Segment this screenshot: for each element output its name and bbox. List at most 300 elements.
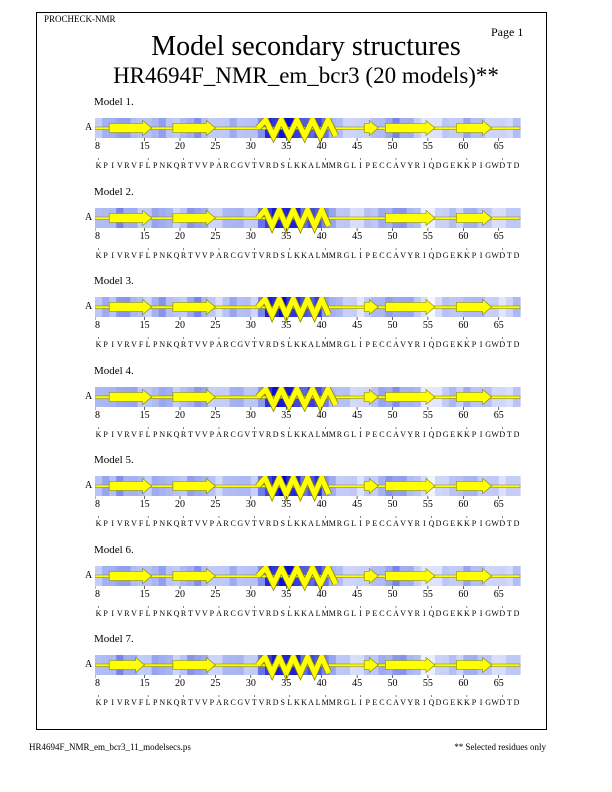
tick-label: 50: [387, 588, 398, 600]
sequence-residue: I: [479, 698, 483, 707]
sequence-residue: V: [194, 608, 201, 618]
sequence-residue: L: [315, 698, 321, 707]
sequence-residue: L: [287, 429, 293, 439]
sequence-residue: Y: [407, 519, 414, 528]
sequence-residue: V: [258, 519, 265, 528]
tick-label: 45: [352, 141, 363, 152]
tick-label: 25: [210, 409, 221, 421]
sequence-residue: W: [491, 519, 499, 528]
sequence-residue: F: [138, 250, 144, 260]
sequence-residue: R: [414, 608, 420, 618]
chain-label: A: [85, 390, 93, 402]
sequence-residue: P: [365, 608, 370, 618]
sequence-residue: D: [272, 698, 279, 707]
sequence-residue: D: [272, 429, 279, 439]
sequence-residue: R: [180, 608, 187, 618]
sequence-residue: V: [116, 698, 123, 707]
sequence-residue: L: [315, 608, 321, 618]
sequence-residue: G: [442, 608, 449, 618]
secondary-structure-track: [95, 208, 524, 270]
sequence-residue: N: [159, 340, 166, 349]
sequence-residue: I: [479, 340, 483, 349]
sequence-residue: T: [506, 608, 512, 618]
sequence-residue: R: [124, 698, 130, 707]
tick-label: 8: [95, 678, 100, 689]
chain-label: A: [85, 211, 93, 223]
tick-label: 60: [458, 141, 469, 152]
sequence-residue: V: [116, 519, 123, 528]
tick-label: 40: [316, 409, 327, 421]
sequence-residue: I: [111, 340, 115, 349]
sequence-residue: A: [216, 250, 222, 260]
sequence-residue: V: [400, 519, 407, 528]
chain-label: A: [85, 480, 93, 491]
sequence-residue: R: [124, 429, 130, 439]
tick-label: 35: [281, 141, 292, 152]
sequence-residue: V: [131, 250, 137, 260]
sequence-residue: R: [265, 429, 272, 439]
sequence-residue: V: [116, 340, 123, 349]
sequence-residue: C: [230, 698, 236, 707]
sequence-residue: R: [265, 698, 272, 707]
sequence-residue: Q: [428, 161, 435, 170]
sequence-residue: Q: [173, 519, 180, 528]
sequence-residue: D: [435, 340, 442, 349]
sequence-residue: A: [393, 340, 399, 349]
sequence-residue: V: [400, 608, 407, 618]
sequence-residue: L: [287, 340, 293, 349]
sequence-residue: K: [95, 608, 102, 618]
sequence-residue: Q: [428, 519, 435, 528]
sequence-residue: I: [479, 608, 483, 618]
sequence-residue: D: [272, 340, 279, 349]
tick-label: 55: [422, 588, 433, 600]
sequence-residue: K: [301, 608, 307, 618]
sequence-residue: W: [491, 608, 499, 618]
sequence-residue: K: [463, 250, 470, 260]
tick-label: 60: [458, 230, 469, 242]
sequence-residue: I: [423, 340, 426, 349]
sequence-residue: M: [321, 608, 329, 618]
sequence-residue: K: [95, 519, 102, 528]
secondary-structure-track: [95, 297, 524, 359]
sequence-residue: G: [343, 429, 350, 439]
sequence-residue: E: [372, 519, 378, 528]
sequence-residue: C: [386, 698, 392, 707]
sequence-residue: V: [258, 608, 265, 618]
model-label: Model 5.: [94, 454, 134, 466]
sequence-residue: I: [359, 250, 362, 260]
sequence-residue: T: [506, 161, 512, 170]
sequence-residue: R: [180, 340, 187, 349]
sequence-residue: V: [244, 429, 251, 439]
sequence-residue: G: [442, 340, 449, 349]
sequence-residue: G: [237, 519, 244, 528]
tick-label: 45: [352, 409, 363, 421]
footer-filename: HR4694F_NMR_em_bcr3_11_modelsecs.ps: [29, 742, 191, 752]
sequence-residue: M: [321, 429, 329, 439]
tick-label: 20: [175, 588, 185, 600]
tick-label: 30: [245, 230, 256, 242]
sequence-residue: S: [280, 608, 285, 618]
sequence-residue: L: [351, 250, 356, 260]
sequence-residue: D: [435, 429, 442, 439]
sequence-residue: C: [386, 250, 392, 260]
chain-label: A: [85, 569, 93, 581]
secondary-structure-track: [95, 476, 524, 538]
sequence-residue: D: [513, 429, 520, 439]
tick-label: 50: [387, 409, 398, 421]
sequence-residue: V: [201, 519, 208, 528]
sequence-residue: L: [351, 340, 356, 349]
sequence-residue: R: [336, 698, 343, 707]
sequence-residue: A: [216, 519, 222, 528]
sequence-residue: R: [414, 429, 420, 439]
sequence-residue: G: [485, 429, 492, 439]
sequence-residue: P: [471, 250, 477, 260]
sequence-residue: R: [336, 429, 343, 439]
sequence-residue: Y: [407, 340, 414, 349]
sequence-residue: V: [244, 250, 251, 260]
sequence-residue: Q: [173, 340, 180, 349]
tick-label: 8: [95, 499, 100, 510]
sequence-residue: I: [423, 519, 426, 528]
sequence-residue: L: [351, 608, 356, 618]
sequence-residue: K: [95, 340, 102, 349]
sequence-residue: Y: [407, 250, 414, 260]
sequence-residue: C: [230, 519, 236, 528]
sequence-residue: F: [138, 429, 144, 439]
tick-label: 30: [245, 588, 256, 600]
sequence-residue: D: [513, 698, 520, 707]
tick-label: 25: [210, 499, 221, 510]
tick-label: 15: [139, 409, 150, 421]
sequence-residue: P: [209, 698, 215, 707]
tick-label: 40: [316, 230, 327, 242]
sequence-residue: R: [223, 340, 229, 349]
sequence-residue: A: [393, 250, 399, 260]
sequence-residue: R: [414, 340, 420, 349]
tick-label: 55: [422, 409, 433, 421]
sequence-residue: P: [471, 698, 477, 707]
sequence-residue: L: [145, 608, 151, 618]
sequence-residue: K: [293, 429, 300, 439]
sequence-residue: S: [280, 161, 285, 170]
sequence-residue: K: [95, 161, 102, 170]
model-label: Model 2.: [94, 185, 134, 198]
sequence-residue: D: [499, 519, 506, 528]
sequence-residue: V: [201, 161, 208, 170]
sequence-residue: N: [159, 519, 166, 528]
sequence-residue: K: [463, 161, 470, 170]
sequence-residue: G: [442, 161, 449, 170]
sequence-residue: T: [251, 698, 257, 707]
sequence-residue: Q: [173, 161, 180, 170]
sequence-residue: A: [393, 519, 399, 528]
sequence-residue: P: [152, 161, 158, 170]
sequence-residue: V: [116, 429, 123, 439]
sequence-residue: M: [328, 161, 336, 170]
footer-note: ** Selected residues only: [454, 742, 546, 752]
sequence-residue: S: [280, 340, 285, 349]
sequence-residue: P: [103, 608, 108, 618]
tick-label: 40: [316, 678, 327, 689]
sequence-residue: C: [230, 340, 236, 349]
chain-label: A: [85, 659, 93, 670]
sequence-residue: L: [315, 161, 321, 170]
sequence-residue: K: [166, 161, 173, 170]
sequence-residue: F: [138, 340, 144, 349]
sequence-residue: A: [216, 608, 222, 618]
tick-label: 60: [458, 678, 469, 689]
sequence-residue: C: [386, 519, 392, 528]
sequence-residue: S: [280, 519, 285, 528]
sequence-residue: M: [328, 250, 336, 260]
sequence-residue: Q: [428, 250, 435, 260]
sequence-residue: Q: [428, 608, 435, 618]
tick-label: 55: [422, 141, 433, 152]
tick-label: 50: [387, 320, 398, 331]
sequence-residue: R: [124, 161, 130, 170]
sequence-residue: G: [485, 161, 492, 170]
sequence-residue: D: [272, 608, 279, 618]
model-label: Model 6.: [94, 543, 134, 556]
tick-label: 8: [95, 588, 100, 600]
sequence-residue: T: [251, 608, 257, 618]
tick-label: 25: [210, 141, 221, 152]
sequence-residue: C: [379, 161, 385, 170]
sequence-residue: L: [315, 519, 321, 528]
sequence-residue: M: [321, 519, 329, 528]
model-label: Model 7.: [94, 633, 134, 645]
sequence-residue: G: [237, 429, 244, 439]
tick-label: 65: [493, 141, 504, 152]
sequence-residue: L: [287, 161, 293, 170]
sequence-residue: D: [499, 340, 506, 349]
sequence-residue: G: [343, 608, 350, 618]
sequence-residue: V: [400, 429, 407, 439]
sequence-residue: K: [456, 250, 463, 260]
sequence-residue: K: [95, 250, 102, 260]
sequence-residue: I: [423, 429, 426, 439]
sequence-residue: R: [180, 698, 187, 707]
sequence-residue: G: [237, 161, 244, 170]
sequence-residue: L: [145, 698, 151, 707]
sequence-residue: C: [386, 608, 392, 618]
sequence-residue: L: [351, 161, 356, 170]
tick-label: 20: [175, 678, 185, 689]
sequence-residue: D: [513, 340, 520, 349]
sequence-residue: I: [359, 519, 362, 528]
sequence-residue: I: [479, 250, 483, 260]
sequence-residue: A: [393, 608, 399, 618]
sequence-residue: R: [180, 250, 187, 260]
sequence-residue: A: [393, 429, 399, 439]
tick-label: 35: [281, 678, 292, 689]
tick-label: 15: [139, 141, 150, 152]
sequence-residue: T: [251, 340, 257, 349]
sequence-residue: G: [485, 250, 492, 260]
sequence-residue: E: [450, 519, 456, 528]
sequence-residue: V: [258, 250, 265, 260]
sequence-residue: T: [506, 519, 512, 528]
tick-label: 60: [458, 588, 469, 600]
sequence-residue: L: [315, 340, 321, 349]
sequence-residue: M: [328, 608, 336, 618]
sequence-residue: C: [379, 519, 385, 528]
tick-label: 25: [210, 320, 221, 331]
sequence-residue: G: [442, 698, 449, 707]
sequence-residue: C: [230, 429, 236, 439]
sequence-residue: P: [103, 250, 108, 260]
tick-label: 8: [95, 141, 100, 152]
sequence-residue: M: [328, 429, 336, 439]
sequence-residue: P: [471, 608, 477, 618]
sequence-residue: T: [506, 429, 512, 439]
sequence-residue: K: [166, 698, 173, 707]
sequence-residue: I: [479, 161, 483, 170]
sequence-residue: V: [116, 608, 123, 618]
sequence-residue: K: [293, 608, 300, 618]
sequence-residue: E: [372, 429, 378, 439]
sequence-residue: P: [152, 250, 158, 260]
sequence-residue: I: [111, 429, 115, 439]
sequence-residue: E: [450, 698, 456, 707]
sequence-residue: V: [400, 698, 407, 707]
sequence-residue: V: [258, 429, 265, 439]
sequence-residue: D: [435, 161, 442, 170]
sequence-residue: Y: [407, 608, 414, 618]
sequence-residue: K: [166, 519, 173, 528]
sequence-residue: T: [188, 250, 194, 260]
chain-label: A: [85, 301, 93, 312]
sequence-residue: I: [423, 608, 426, 618]
sequence-residue: V: [258, 161, 265, 170]
tick-label: 30: [245, 409, 256, 421]
sequence-residue: S: [280, 250, 285, 260]
sequence-residue: M: [321, 698, 329, 707]
sequence-residue: C: [386, 429, 392, 439]
sequence-residue: K: [293, 250, 300, 260]
tick-label: 15: [139, 230, 150, 242]
sequence-residue: I: [111, 250, 115, 260]
sequence-residue: G: [485, 340, 492, 349]
sequence-residue: A: [308, 698, 314, 707]
sequence-residue: T: [251, 519, 257, 528]
sequence-residue: I: [423, 250, 426, 260]
sequence-residue: K: [301, 340, 307, 349]
sequence-residue: D: [513, 608, 520, 618]
sequence-residue: K: [456, 608, 463, 618]
tick-label: 40: [316, 588, 327, 600]
sequence-residue: P: [152, 608, 158, 618]
sequence-residue: F: [138, 519, 144, 528]
tick-label: 15: [139, 588, 150, 600]
sequence-residue: A: [308, 429, 314, 439]
model-label: Model 1.: [94, 96, 134, 108]
sequence-residue: I: [359, 161, 362, 170]
tick-label: 55: [422, 230, 433, 242]
sequence-residue: C: [379, 608, 385, 618]
tick-label: 35: [281, 230, 292, 242]
sequence-residue: P: [209, 608, 215, 618]
tick-label: 65: [493, 230, 504, 242]
sequence-residue: D: [499, 429, 506, 439]
sequence-residue: G: [485, 519, 492, 528]
sequence-residue: N: [159, 161, 166, 170]
sequence-residue: V: [201, 340, 208, 349]
sequence-residue: V: [258, 698, 265, 707]
sequence-residue: R: [180, 519, 187, 528]
sequence-residue: G: [237, 698, 244, 707]
sequence-residue: Q: [428, 340, 435, 349]
sequence-residue: P: [365, 429, 370, 439]
sequence-residue: C: [379, 250, 385, 260]
sequence-residue: R: [223, 161, 229, 170]
sequence-residue: N: [159, 608, 166, 618]
sequence-residue: A: [393, 161, 399, 170]
sequence-residue: V: [194, 519, 201, 528]
sequence-residue: C: [386, 340, 392, 349]
sequence-residue: I: [111, 519, 115, 528]
sequence-residue: P: [365, 161, 370, 170]
sequence-residue: T: [188, 161, 194, 170]
sequence-residue: R: [265, 608, 272, 618]
tick-label: 50: [387, 499, 398, 510]
tick-label: 45: [352, 588, 363, 600]
sequence-residue: I: [423, 161, 426, 170]
sequence-residue: V: [244, 608, 251, 618]
sequence-residue: S: [280, 429, 285, 439]
sequence-residue: A: [308, 161, 314, 170]
tick-label: 8: [95, 320, 100, 331]
sequence-residue: R: [414, 250, 420, 260]
sequence-residue: L: [351, 519, 356, 528]
sequence-residue: D: [272, 250, 279, 260]
sequence-residue: R: [336, 608, 343, 618]
sequence-residue: R: [336, 340, 343, 349]
sequence-residue: Q: [428, 429, 435, 439]
sequence-residue: A: [216, 698, 222, 707]
sequence-residue: G: [343, 161, 350, 170]
sequence-residue: P: [365, 698, 370, 707]
sequence-residue: V: [194, 429, 201, 439]
tick-label: 15: [139, 678, 150, 689]
tick-label: 35: [281, 499, 292, 510]
sequence-residue: G: [343, 698, 350, 707]
sequence-residue: I: [111, 161, 115, 170]
sequence-residue: R: [180, 429, 187, 439]
sequence-residue: R: [124, 608, 130, 618]
sequence-residue: K: [95, 698, 102, 707]
page-subtitle: HR4694F_NMR_em_bcr3 (20 models)**: [113, 63, 499, 88]
sequence-residue: A: [216, 340, 222, 349]
sequence-residue: S: [280, 698, 285, 707]
sequence-residue: L: [351, 698, 356, 707]
tick-label: 20: [175, 230, 185, 242]
sequence-residue: Y: [407, 161, 414, 170]
tick-label: 40: [316, 499, 327, 510]
sequence-residue: G: [343, 250, 350, 260]
sequence-residue: Q: [173, 429, 180, 439]
tick-label: 60: [458, 409, 469, 421]
sequence-residue: W: [491, 161, 499, 170]
sequence-residue: F: [138, 698, 144, 707]
sequence-residue: C: [379, 340, 385, 349]
sequence-residue: Q: [173, 250, 180, 260]
sequence-residue: C: [379, 698, 385, 707]
sequence-residue: D: [435, 608, 442, 618]
